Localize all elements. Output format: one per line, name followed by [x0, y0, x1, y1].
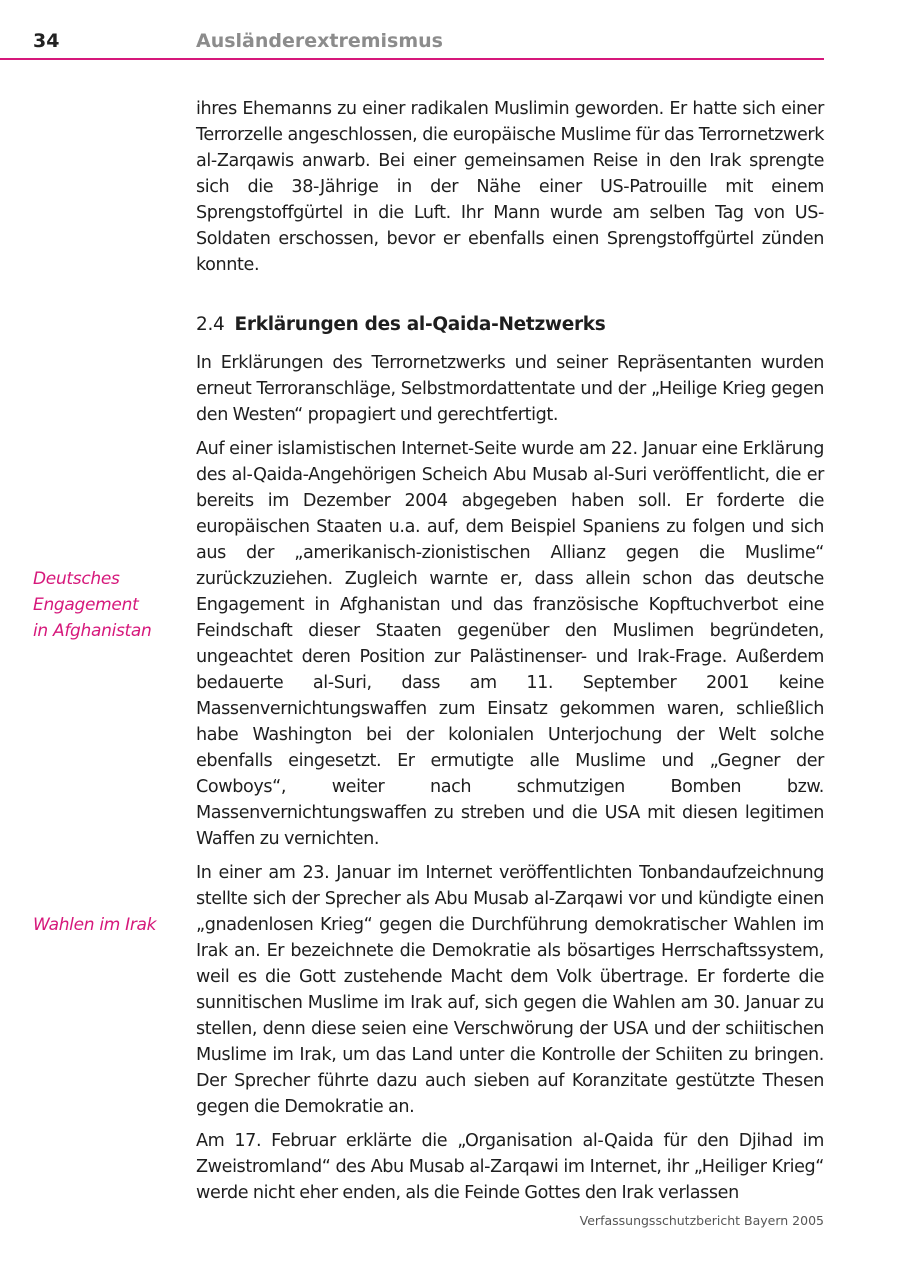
intro-paragraph: ihres Ehemanns zu einer radikalen Muslimin geworden. Er hatte sich einer Terrorzelle angeschlossen, die europäische Muslime für das Terrornetzwerk al-Zarqawis anwarb. Bei einer gemeinsamen Reise in den Irak sprengte sich die 38-Jährige in der Nähe einer US-Patrouille mit einem Sprengstoffgürtel in die Luft. Ihr Mann wurde am selben Tag von US-Soldaten erschossen, bevor er ebenfalls einen Sprengstoffgürtel zünden konnte.	[196, 99, 824, 275]
paragraph-februar: Am 17. Februar erklärte die „Organisation al-Qaida für den Djihad im Zweistromland“ des Abu Musab al-Zarqawi im Internet, ihr „Heiliger Krieg“ werde nicht eher enden, als die Feinde Gottes den Irak verlassen	[196, 1131, 824, 1203]
section-heading	[196, 312, 824, 338]
running-title: Ausländerextremismus	[196, 30, 443, 52]
page-footer: Verfassungsschutzbericht Bayern 2005	[579, 1213, 824, 1228]
paragraph-al-zarqawi: In einer am 23. Januar im Internet veröffentlichten Tonbandaufzeichnung stellte sich der Sprecher als Abu Musab al-Zarqawi vor und kündigte einen „gnadenlosen Krieg“ gegen die Durchführung demokratischer Wahlen im Irak an. Er bezeichnete die Demokratie als bösartiges Herrschaftssystem, weil es die Gott zustehende Macht dem Volk übertrage. Er forderte die sunnitischen Muslime im Irak auf, sich gegen die Wahlen am 30. Januar zu stellen, denn diese seien eine Verschwörung der USA und der schiitischen Muslime im Irak, um das Land unter die Kontrolle der Schiiten zu bringen. Der Sprecher führte dazu auch sieben auf Koranzitate gestützte Thesen gegen die Demokratie an.	[196, 863, 824, 1117]
page-header	[0, 0, 824, 60]
page-number: 34	[33, 30, 60, 52]
section-number: 2.4	[196, 314, 225, 335]
paragraph-al-suri: Auf einer islamistischen Internet-Seite wurde am 22. Januar eine Erklärung des al-Qaida-Angehörigen Scheich Abu Musab al-Suri veröffentlicht, die er bereits im Dezember 2004 abgegeben haben soll. Er forderte die europäischen Staaten u.a. auf, dem Beispiel Spaniens zu folgen und sich aus der „amerikanisch-zionistischen Allianz gegen die Muslime“ zurückzuziehen. Zugleich warnte er, dass allein schon das deutsche Engagement in Afghanistan und das französische Kopftuchverbot eine Feindschaft dieser Staaten gegenüber den Muslimen begründeten, ungeachtet deren Position zur Palästinenser- und Irak-Frage. Außerdem bedauerte al-Suri, dass am 11. September 2001 keine Massenvernichtungswaffen zum Einsatz gekommen waren, schließlich habe Washington bei der kolonialen Unterjochung der Welt solche ebenfalls eingesetzt. Er ermutigte alle Muslime und „Gegner der Cowboys“, weiter nach schmutzigen Bomben bzw. Massenvernichtungswaffen zu streben und die USA mit diesen legitimen Waffen zu vernichten.	[196, 439, 824, 849]
marginal-note-afghanistan: Deutsches Engagement in Afghanistan	[33, 569, 152, 641]
marginal-note-wahlen: Wahlen im Irak	[33, 915, 157, 935]
main-text-column	[196, 96, 824, 1206]
section-title: Erklärungen des al-Qaida-Netzwerks	[234, 314, 606, 335]
paragraph-statements: In Erklärungen des Terrornetzwerks und seiner Repräsentanten wurden erneut Terroranschläge, Selbstmordattentate und der „Heilige Krieg gegen den Westen“ propagiert und gerechtfertigt.	[196, 353, 824, 425]
